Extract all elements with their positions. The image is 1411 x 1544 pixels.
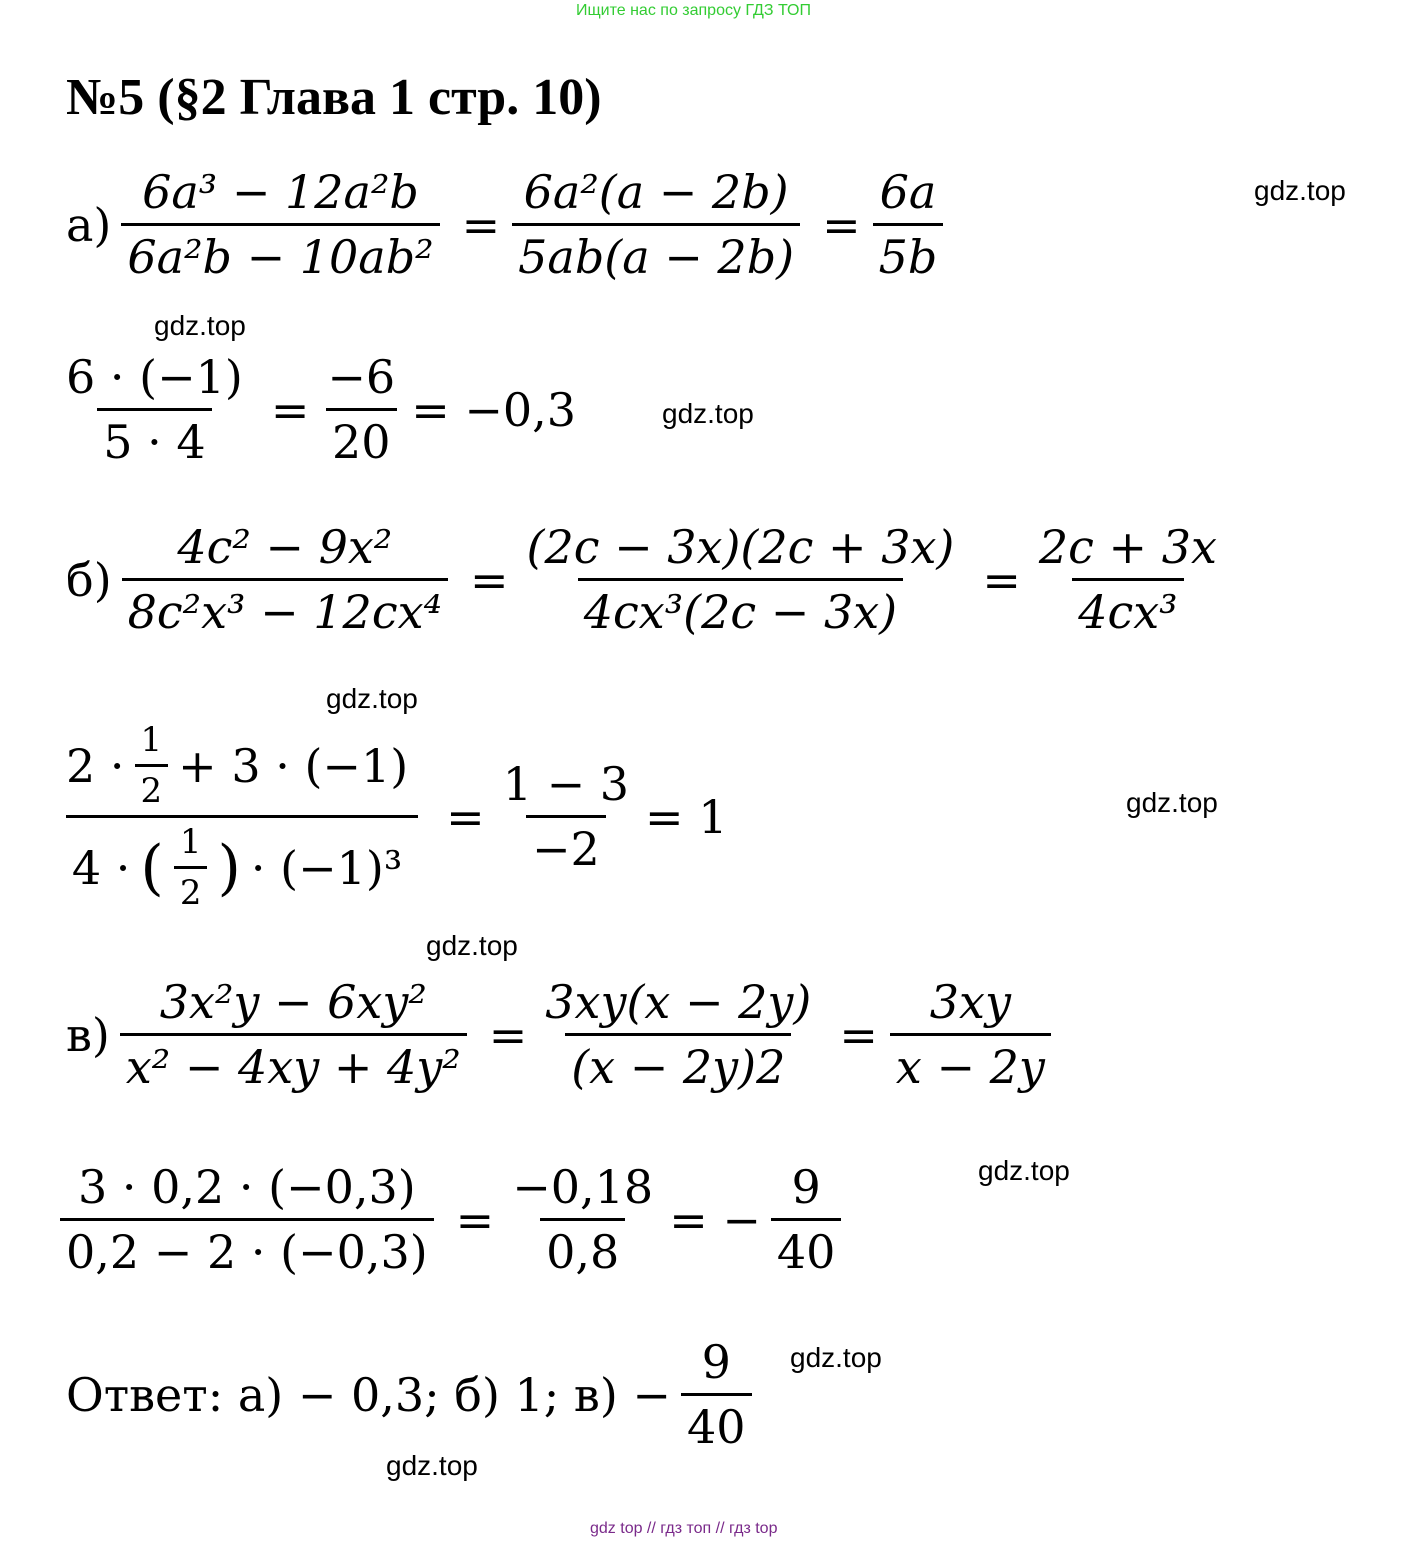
part-b-calculation bbox=[60, 720, 737, 913]
numerator: 4c² − 9x² bbox=[177, 520, 393, 574]
part-a-equation bbox=[66, 165, 953, 284]
denominator: 4cx³ bbox=[1072, 578, 1183, 639]
watermark: gdz.top bbox=[426, 930, 518, 961]
calc-fraction-2 bbox=[497, 757, 635, 876]
denominator: 2 bbox=[135, 764, 169, 811]
equals-sign: = bbox=[270, 382, 310, 437]
equals-sign: = bbox=[839, 1007, 878, 1062]
part-a-fraction-2 bbox=[512, 165, 800, 284]
numerator: 6 · (−1) bbox=[66, 350, 243, 404]
calc-result: = −0,3 bbox=[411, 382, 577, 437]
watermark: gdz.top bbox=[1254, 175, 1346, 206]
equals-sign: = bbox=[822, 197, 861, 252]
denominator: 40 bbox=[771, 1218, 842, 1279]
numerator: 6a³ − 12a²b bbox=[142, 165, 419, 219]
numerator: 1 bbox=[179, 822, 202, 862]
numerator: 9 bbox=[791, 1160, 821, 1214]
part-b-label: б) bbox=[66, 552, 112, 607]
numerator-part: + 3 · (−1) bbox=[178, 738, 409, 793]
equals-sign: = bbox=[461, 197, 501, 252]
denominator: 6a²b − 10ab² bbox=[121, 223, 439, 284]
watermark: gdz.top bbox=[154, 310, 246, 341]
part-c-fraction-1 bbox=[120, 975, 467, 1094]
denominator: 2 bbox=[174, 866, 208, 913]
denominator: 0,2 − 2 · (−0,3) bbox=[60, 1218, 434, 1279]
part-b-equation bbox=[66, 520, 1233, 639]
numerator: 3x²y − 6xy² bbox=[159, 975, 427, 1029]
equals-minus: = − bbox=[669, 1192, 761, 1247]
answer-fraction bbox=[681, 1335, 752, 1454]
answer-line bbox=[66, 1335, 762, 1454]
numerator-part: 2 · bbox=[66, 738, 125, 793]
watermark: gdz.top bbox=[662, 398, 754, 429]
denominator: x − 2y bbox=[890, 1033, 1051, 1094]
denominator: 0,8 bbox=[540, 1218, 625, 1279]
answer-text: Ответ: а) − 0,3; б) 1; в) − bbox=[66, 1367, 671, 1422]
watermark: gdz.top bbox=[790, 1342, 882, 1373]
equals-sign: = bbox=[446, 789, 485, 844]
numerator: (2c − 3x)(2c + 3x) bbox=[526, 520, 955, 574]
watermark: gdz.top bbox=[1126, 787, 1218, 818]
denominator: 5b bbox=[873, 223, 944, 284]
numerator: 6a bbox=[879, 165, 937, 219]
watermark: gdz.top bbox=[386, 1450, 478, 1481]
calc-fraction-2 bbox=[321, 350, 401, 469]
numerator: 3xy bbox=[929, 975, 1011, 1029]
denominator: 20 bbox=[326, 408, 397, 469]
denominator: x² − 4xy + 4y² bbox=[120, 1033, 467, 1094]
part-b-fraction-3 bbox=[1033, 520, 1223, 639]
calc-fraction-1 bbox=[60, 720, 424, 913]
search-banner: Ищите нас по запросу ГДЗ ТОП bbox=[576, 2, 811, 19]
numerator: −6 bbox=[327, 350, 396, 404]
calc-fraction-1 bbox=[60, 1160, 434, 1279]
footer-links: gdz top // гдз топ // гдз top bbox=[590, 1520, 778, 1537]
part-b-fraction-2 bbox=[521, 520, 961, 639]
page-title: №5 (§2 Глава 1 стр. 10) bbox=[66, 69, 602, 126]
part-c-label: в) bbox=[66, 1007, 110, 1062]
equals-sign: = bbox=[469, 552, 509, 607]
calc-fraction-3 bbox=[771, 1160, 842, 1279]
numerator bbox=[60, 720, 424, 815]
left-paren: ( bbox=[140, 832, 164, 903]
half-fraction bbox=[174, 822, 208, 913]
part-a-label: а) bbox=[66, 197, 112, 252]
denominator: 5 · 4 bbox=[97, 408, 211, 469]
half-fraction bbox=[135, 720, 169, 811]
denominator: (x − 2y)2 bbox=[565, 1033, 791, 1094]
denominator bbox=[66, 815, 418, 913]
watermark: gdz.top bbox=[326, 683, 418, 714]
denominator-part: · (−1)³ bbox=[250, 840, 403, 895]
denominator-part: 4 · bbox=[71, 840, 131, 895]
numerator: 3 · 0,2 · (−0,3) bbox=[77, 1160, 416, 1214]
denominator: 8c²x³ − 12cx⁴ bbox=[122, 578, 448, 639]
right-paren: ) bbox=[217, 832, 241, 903]
denominator: 5ab(a − 2b) bbox=[512, 223, 800, 284]
calc-fraction-2 bbox=[506, 1160, 659, 1279]
equals-sign: = bbox=[455, 1192, 495, 1247]
part-c-fraction-2 bbox=[539, 975, 817, 1094]
numerator: 1 bbox=[140, 720, 163, 760]
part-b-fraction-1 bbox=[122, 520, 448, 639]
denominator: −2 bbox=[526, 815, 606, 876]
numerator: 2c + 3x bbox=[1038, 520, 1217, 574]
denominator: 4cx³(2c − 3x) bbox=[578, 578, 903, 639]
numerator: 9 bbox=[701, 1335, 731, 1389]
equals-sign: = bbox=[488, 1007, 528, 1062]
part-c-calculation bbox=[60, 1160, 851, 1279]
watermark: gdz.top bbox=[978, 1155, 1070, 1186]
part-c-equation bbox=[66, 975, 1061, 1094]
part-a-calculation bbox=[60, 350, 586, 469]
numerator: 3xy(x − 2y) bbox=[545, 975, 812, 1029]
equals-sign: = bbox=[982, 552, 1021, 607]
part-a-fraction-1 bbox=[121, 165, 439, 284]
denominator: 40 bbox=[681, 1393, 752, 1454]
calc-fraction-1 bbox=[60, 350, 249, 469]
numerator: −0,18 bbox=[512, 1160, 654, 1214]
part-c-fraction-3 bbox=[890, 975, 1051, 1094]
part-a-fraction-3 bbox=[873, 165, 944, 284]
numerator: 6a²(a − 2b) bbox=[523, 165, 789, 219]
calc-result: = 1 bbox=[645, 789, 728, 844]
numerator: 1 − 3 bbox=[502, 757, 630, 811]
